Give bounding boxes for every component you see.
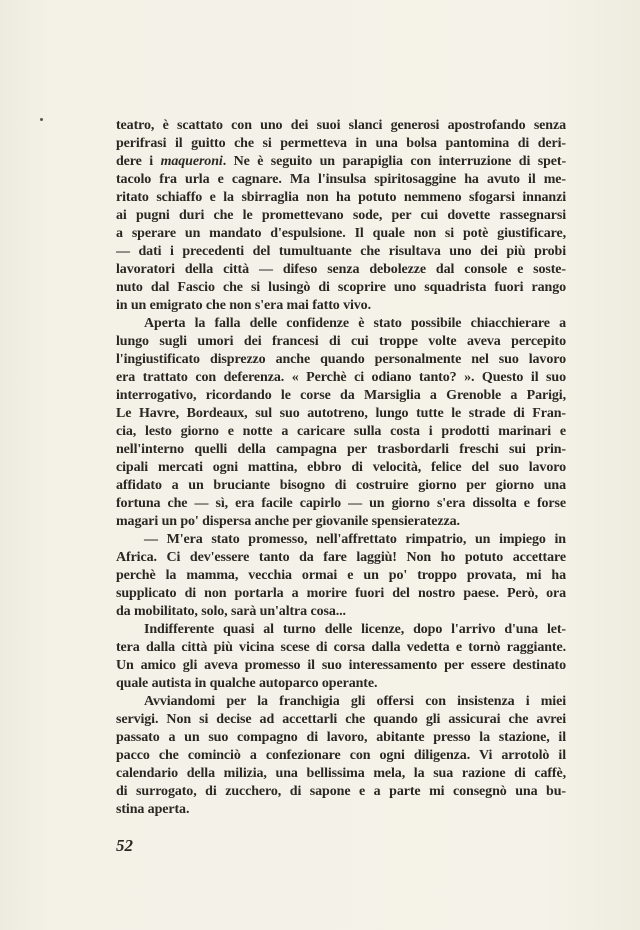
text-line: Avviandomi per la franchigia gli offersi con insistenza i miei bbox=[144, 694, 566, 709]
text-line: — dati i precedenti del tumultuante che risultava uno dei più probi bbox=[116, 244, 566, 259]
text-line: supplicato di non portarla a morire fuori del nostro paese. Però, ora bbox=[116, 586, 566, 601]
text-line: cia, lesto giorno e notte a caricare sulla costa i prodotti marinari e bbox=[116, 424, 566, 439]
page-number: 52 bbox=[116, 836, 133, 855]
text-line: a sperare un mandato d'espulsione. Il quale non si potè giustificare, bbox=[116, 226, 566, 241]
text-line: cipali mercati ogni mattina, ebbro di velocità, felice del suo lavoro bbox=[116, 460, 566, 475]
text-line: quale autista in qualche autoparco operante. bbox=[116, 676, 378, 691]
text-line: era trattato con deferenza. « Perchè ci odiano tanto? ». Questo il suo bbox=[116, 370, 566, 385]
text-line bbox=[116, 153, 566, 171]
text-line: Africa. Ci dev'essere tanto da fare laggiù! Non ho potuto accettare bbox=[116, 550, 566, 565]
text-line: perchè la mamma, vecchia ormai e un po' troppo provata, mi ha bbox=[116, 568, 566, 583]
text-line: da mobilitato, solo, sarà un'altra cosa... bbox=[116, 604, 346, 619]
text-line: in un emigrato che non s'era mai fatto vivo. bbox=[116, 298, 371, 313]
text-segment: . Ne è seguito un parapiglia con interruzione di spet- bbox=[222, 154, 566, 169]
text-line: interrogativo, ricordando le corse da Marsiglia a Grenoble a Parigi, bbox=[116, 388, 566, 403]
text-line: di surrogato, di zucchero, di sapone e a parte mi consegnò una bu- bbox=[116, 784, 566, 799]
text-line: perifrasi il guitto che si permetteva in una bolsa pantomina di deri- bbox=[116, 136, 566, 151]
italic-word: maqueroni bbox=[160, 154, 223, 169]
text-line: nell'interno quelli della campagna per trasbordarli freschi sui prin- bbox=[116, 442, 566, 457]
text-line: lavoratori della città — difeso senza debolezze dal console e soste- bbox=[116, 262, 566, 277]
text-line: fortuna che — sì, era facile capirlo — un giorno s'era dissolta e forse bbox=[116, 496, 566, 511]
text-line: affidato a un bruciante bisogno di costruire giorno per giorno una bbox=[116, 478, 566, 493]
text-line: stina aperta. bbox=[116, 802, 190, 817]
text-line: Indifferente quasi al turno delle licenze, dopo l'arrivo d'una let- bbox=[144, 622, 566, 637]
text-line: teatro, è scattato con uno dei suoi slanci generosi apostrofando senza bbox=[116, 118, 566, 133]
text-line: Aperta la falla delle confidenze è stato possibile chiacchierare a bbox=[144, 316, 566, 331]
text-line: pacco che cominciò a confezionare con ogni diligenza. Vi arrotolò il bbox=[116, 748, 566, 763]
text-line: ritato schiaffo e la sbirraglia non ha potuto nemmeno sfogarsi innanzi bbox=[116, 190, 566, 205]
text-line: Un amico gli aveva promesso il suo interessamento per essere destinato bbox=[116, 658, 566, 673]
scan-speck bbox=[40, 118, 43, 121]
text-line: passato a un suo compagno di lavoro, abitante presso la stazione, il bbox=[116, 730, 566, 745]
text-segment: dere i bbox=[116, 154, 161, 169]
text-line: lungo sugli umori dei francesi di cui troppe volte aveva percepito bbox=[116, 334, 566, 349]
body-text bbox=[116, 117, 566, 819]
text-line: — M'era stato promesso, nell'affrettato rimpatrio, un impiego in bbox=[144, 532, 566, 547]
text-line: magari un po' dispersa anche per giovanile spensieratezza. bbox=[116, 514, 460, 529]
text-line: Le Havre, Bordeaux, sul suo autotreno, lungo tutte le strade di Fran- bbox=[116, 406, 566, 421]
text-line: tera dalla città più vicina scese di corsa dalla vedetta e tornò raggiante. bbox=[116, 640, 566, 655]
text-line: l'ingiustificato disprezzo anche quando personalmente nel suo lavoro bbox=[116, 352, 566, 367]
text-line: tacolo fra urla e cagnare. Ma l'insulsa spiritosaggine ha avuto il me- bbox=[116, 172, 566, 187]
text-line: ai pugni duri che le promettevano sode, per cui dovette rassegnarsi bbox=[116, 208, 566, 223]
text-line: servigi. Non si decise ad accettarli che quando gli assicurai che avrei bbox=[116, 712, 566, 727]
text-line: calendario della milizia, una bellissima mela, la sua razione di caffè, bbox=[116, 766, 566, 781]
text-line: nuto dal Fascio che si lusingò di scoprire uno squadrista fuori rango bbox=[116, 280, 566, 295]
